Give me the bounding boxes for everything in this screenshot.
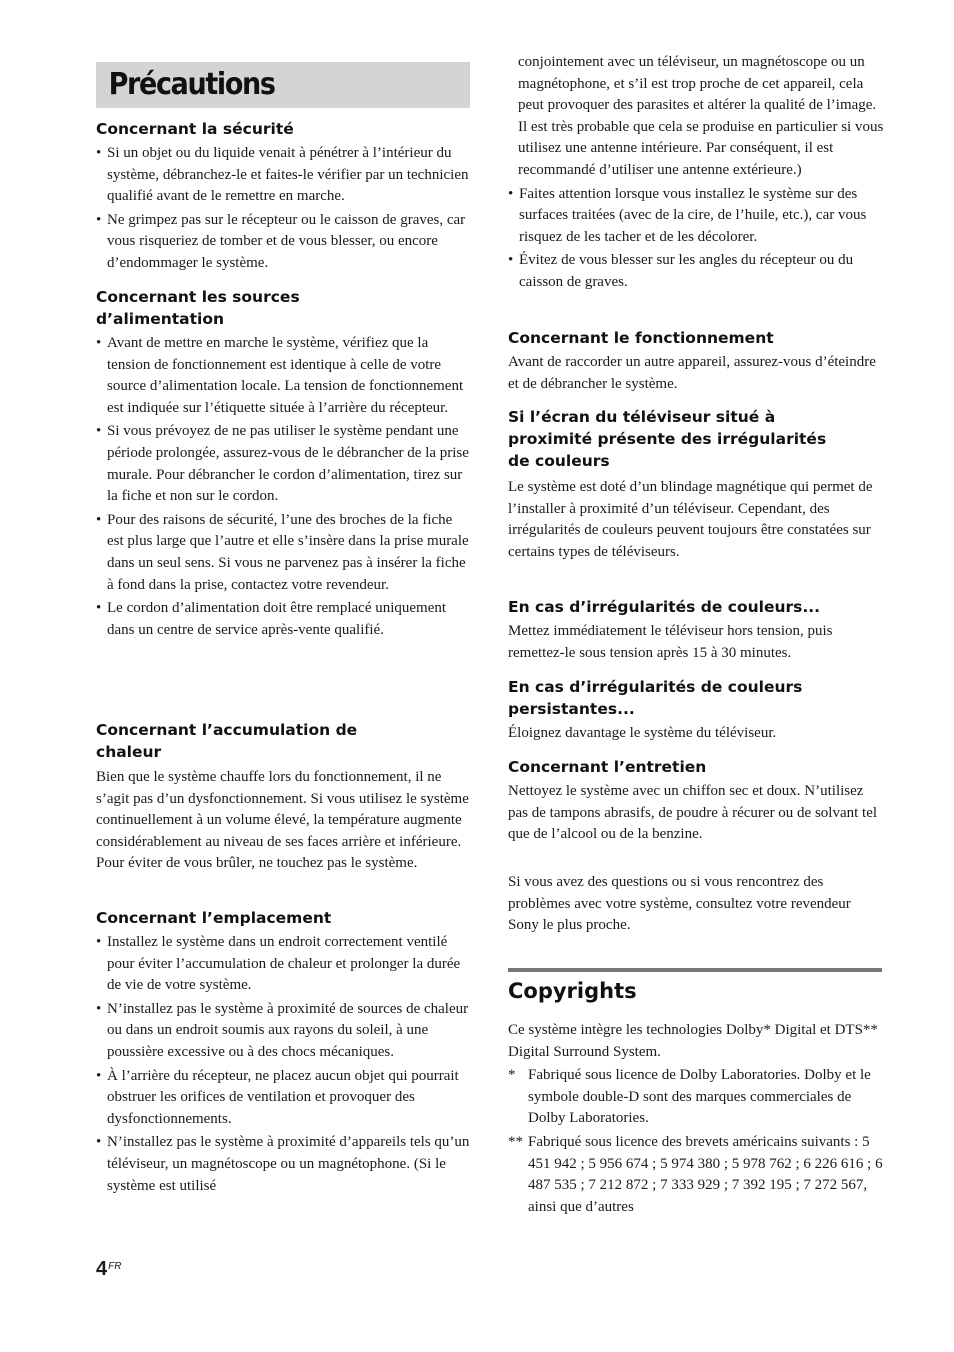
paragraph-irregularites: Mettez immédiatement le téléviseur hors tension, puis remettez-le sous tension après 15 à 30 minutes. — [508, 623, 833, 661]
list-item: • Évitez de vous blesser sur les angles du récepteur ou du caisson de graves. — [508, 250, 884, 293]
list-item: • Installez le système dans un endroit correctement ventilé pour éviter l’accumulation de chaleur et prolonger la durée de vie de votre système. — [96, 932, 472, 997]
list-item: • Le cordon d’alimentation doit être remplacé uniquement dans un centre de service après-vente qualifié. — [96, 598, 472, 641]
list-securite — [96, 143, 472, 277]
page-number-suffix: FR — [108, 1261, 122, 1272]
list-item: • À l’arrière du récepteur, ne placez aucun objet qui pourrait obstruer les orifices de ventilation et provoquer des dysfonctionnements. — [96, 1066, 472, 1131]
footnote-mark: * — [508, 1067, 516, 1083]
paragraph-persistantes: Éloignez davantage le système du téléviseur. — [508, 725, 777, 741]
page-number — [96, 1258, 121, 1281]
list-alimentation — [96, 333, 472, 643]
list-emplacement — [96, 932, 472, 1199]
paragraph-closing: Si vous avez des questions ou si vous rencontrez des problèmes avec votre système, consultez votre revendeur Sony le plus proche. — [508, 874, 851, 934]
heading-fonctionnement: Concernant le fonctionnement — [508, 329, 774, 347]
paragraph-entretien: Nettoyez le système avec un chiffon sec et doux. N’utilisez pas de tampons abrasifs, de poudre à récurer ou de solvant tel que de l’alcool ou de la benzine. — [508, 783, 878, 843]
heading-line: Concernant les sources — [96, 288, 300, 306]
list-item: • Avant de mettre en marche le système, vérifiez que la tension de fonctionnement est identique à celle de votre source d’alimentation locale. La tension de fonctionnement est indiquée sur l’étiquette située à l’arrière du récepteur. — [96, 333, 472, 419]
heading-line: proximité présente des irrégularités — [508, 430, 827, 448]
list-item: • N’installez pas le système à proximité de sources de chaleur ou dans un endroit soumis aux rayons du soleil, à une poussière excessive ou à des chocs mécaniques. — [96, 999, 472, 1064]
heading-copyrights: Copyrights — [508, 979, 637, 1003]
paragraph-copyrights: Ce système intègre les technologies Dolby* Digital et DTS** Digital Surround System. — [508, 1022, 878, 1060]
list-item: • N’installez pas le système à proximité d’appareils tels qu’un téléviseur, un magnétoscope ou un magnétophone. (Si le système est utilisé — [96, 1132, 472, 1197]
title-box — [96, 62, 470, 108]
heading-line: Si l’écran du téléviseur situé à — [508, 408, 776, 426]
heading-ecran — [508, 406, 826, 472]
heading-line: En cas d’irrégularités de couleurs — [508, 678, 803, 696]
heading-line: chaleur — [96, 743, 162, 761]
section-divider — [508, 968, 882, 972]
list-emplacement-cont — [508, 52, 884, 296]
list-item: • Faites attention lorsque vous installez le système sur des surfaces traitées (avec de la cire, de l’huile, etc.), car vous risquez de les tacher et de les décolorer. — [508, 184, 884, 249]
footnote-dts — [508, 1132, 884, 1218]
paragraph-fonctionnement: Avant de raccorder un autre appareil, assurez-vous d’éteindre et de débrancher le système. — [508, 354, 876, 392]
footnote-dolby — [508, 1065, 884, 1130]
heading-securite: Concernant la sécurité — [96, 120, 294, 138]
heading-line: persistantes... — [508, 700, 635, 718]
list-item: • Si un objet ou du liquide venait à pénétrer à l’intérieur du système, débranchez-le et faites-le vérifier par un technicien qualifié avant de le remettre en marche. — [96, 143, 472, 208]
heading-chaleur — [96, 719, 357, 763]
heading-irregularites: En cas d’irrégularités de couleurs... — [508, 598, 821, 616]
page-title: Précautions — [108, 67, 275, 102]
paragraph-chaleur: Bien que le système chauffe lors du fonctionnement, il ne s’agit pas d’un dysfonctionnement. Si vous utilisez le système continuellement à un volume élevé, la température augmente considérablement au niveau de ses faces arrière et inférieure. Pour éviter de vous brûler, ne touchez pas le système. — [96, 769, 469, 872]
footnote-text: Fabriqué sous licence des brevets américains suivants : 5 451 942 ; 5 956 674 ; 5 974 380 ; 5 978 762 ; 6 226 616 ; 6 487 535 ; 7 212 872 ; 7 333 929 ; 7 392 195 ; 7 272 567, ainsi que d’autres — [528, 1134, 883, 1215]
heading-persistantes — [508, 676, 802, 720]
paragraph-ecran: Le système est doté d’un blindage magnétique qui permet de l’installer à proximité d’un téléviseur. Cependant, des irrégularités de couleurs peuvent toujours être constatées sur certains types de téléviseurs. — [508, 479, 873, 560]
footnote-text: Fabriqué sous licence de Dolby Laboratories. Dolby et le symbole double-D sont des marques commerciales de Dolby Laboratories. — [528, 1067, 871, 1127]
heading-line: Concernant l’accumulation de — [96, 721, 358, 739]
heading-entretien: Concernant l’entretien — [508, 758, 707, 776]
list-item: • Ne grimpez pas sur le récepteur ou le caisson de graves, car vous risqueriez de tomber et de vous blesser, ou encore d’endommager le système. — [96, 210, 472, 275]
heading-emplacement: Concernant l’emplacement — [96, 909, 332, 927]
page-number-value: 4 — [96, 1258, 108, 1280]
heading-line: de couleurs — [508, 452, 610, 470]
footnote-mark: ** — [508, 1134, 523, 1150]
list-item: • Pour des raisons de sécurité, l’une des broches de la fiche est plus large que l’autre et elle s’insère dans la prise murale dans un seul sens. Si vous ne parvenez pas à insérer la fiche à fond dans la prise, contactez votre revendeur. — [96, 510, 472, 596]
heading-line: d’alimentation — [96, 310, 225, 328]
list-item: • Si vous prévoyez de ne pas utiliser le système pendant une période prolongée, assurez-vous de le débrancher de la prise murale. Pour débrancher le cordon d’alimentation, tirez sur la fiche et non sur le cordon. — [96, 421, 472, 507]
heading-alimentation — [96, 286, 300, 330]
list-item-continued: conjointement avec un téléviseur, un magnétoscope ou un magnétophone, et s’il est trop proche de cet appareil, cela peut provoquer des parasites et altérer la qualité de l’image. Il est très probable que cela se produise en particulier si vous utilisez une antenne intérieure. Par conséquent, il est recommandé d’utiliser une antenne extérieure.) — [518, 54, 884, 178]
